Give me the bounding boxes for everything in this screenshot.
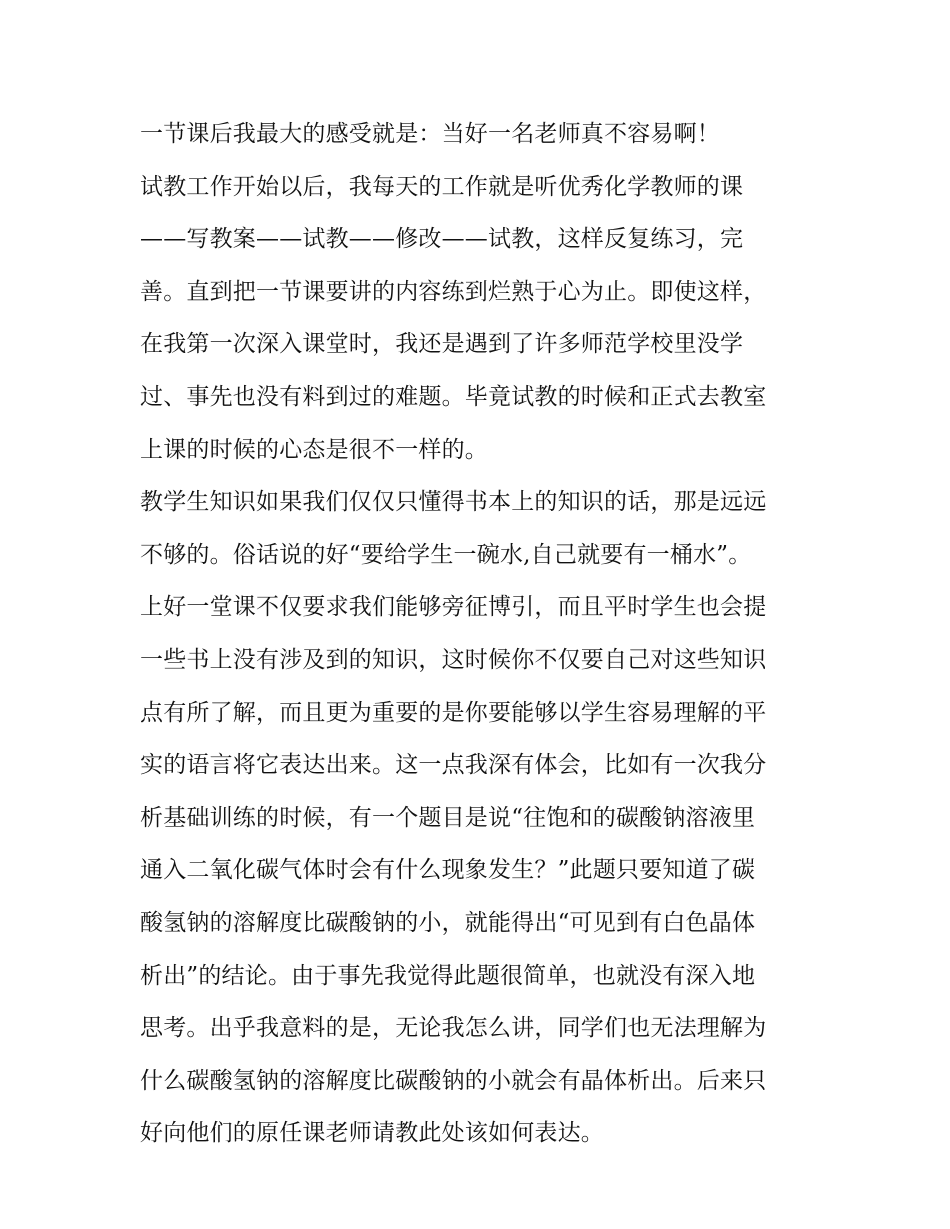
text-line-20: 好向他们的原任课老师请教此处该如何表达。: [140, 1120, 604, 1147]
text-line-17: 析出”的结论。由于事先我觉得此题很简单，也就没有深入地: [140, 962, 756, 989]
text-line-19: 什么碳酸氢钠的溶解度比碳酸钠的小就会有晶体析出。后来只: [140, 1067, 767, 1094]
text-line-3: ——写教案——试教——修改——试教，这样反复练习，完: [140, 226, 744, 253]
text-line-12: 点有所了解，而且更为重要的是你要能够以学生容易理解的平: [140, 699, 767, 726]
text-line-1: 一节课后我最大的感受就是：当好一名老师真不容易啊！: [140, 121, 720, 147]
text-line-13: 实的语言将它表达出来。这一点我深有体会，比如有一次我分: [140, 752, 767, 779]
text-line-8: 教学生知识如果我们仅仅只懂得书本上的知识的话，那是远远: [140, 489, 767, 516]
text-line-16: 酸氢钠的溶解度比碳酸钠的小，就能得出“可见到有白色晶体: [140, 909, 756, 936]
body-text: [140, 108, 830, 1160]
text-line-15: 通入二氧化碳气体时会有什么现象发生？”此题只要知道了碳: [140, 857, 756, 884]
text-line-11: 一些书上没有涉及到的知识，这时候你不仅要自己对这些知识: [140, 646, 767, 673]
text-line-10: 上好一堂课不仅要求我们能够旁征博引，而且平时学生也会提: [140, 594, 767, 621]
text-line-18: 思考。出乎我意料的是，无论我怎么讲，同学们也无法理解为: [140, 1015, 767, 1042]
text-line-4: 善。直到把一节课要讲的内容练到烂熟于心为止。即使这样，: [140, 278, 767, 305]
text-line-6: 过、事先也没有料到过的难题。毕竟试教的时候和正式去教室: [140, 383, 767, 410]
text-line-5: 在我第一次深入课堂时，我还是遇到了许多师范学校里没学: [140, 331, 744, 358]
text-line-14: 析基础训练的时候，有一个题目是说“往饱和的碳酸钠溶液里: [140, 804, 756, 831]
text-line-9: 不够的。俗话说的好“要给学生一碗水,自己就要有一桶水”。: [140, 541, 752, 568]
text-line-2: 试教工作开始以后，我每天的工作就是听优秀化学教师的课: [140, 173, 744, 200]
text-line-7: 上课的时候的心态是很不一样的。: [140, 436, 488, 463]
